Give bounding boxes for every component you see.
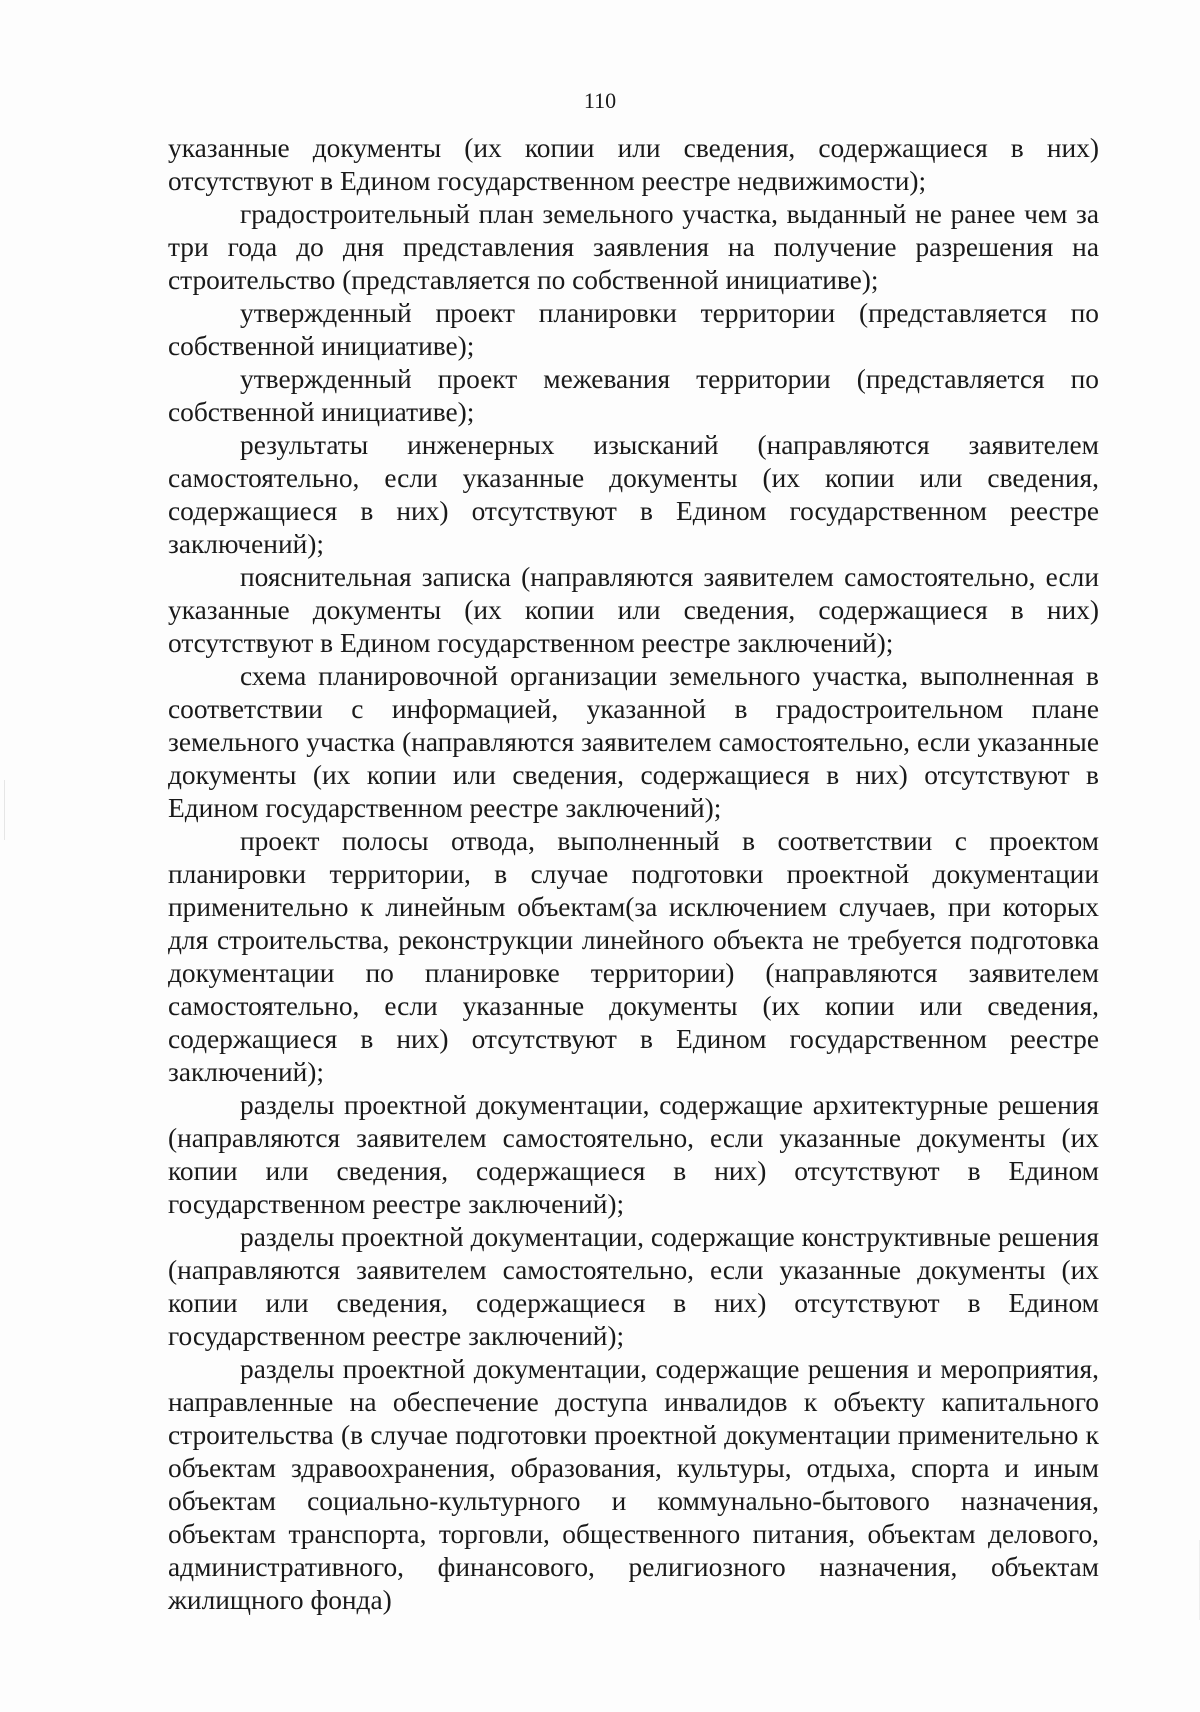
- paragraph-surveying-project: утвержденный проект межевания территории (представляется по собственной инициативе);: [168, 364, 1099, 427]
- paragraph-architectural-solutions: разделы проектной документации, содержащие архитектурные решения (направляются заявителем самостоятельно, если указанные документы (их копии или сведения, содержащиеся в них) отсутствуют в Едином государственном реестре заключений);: [168, 1090, 1099, 1219]
- document-body: [168, 132, 1099, 1617]
- paragraph-urban-plan: градостроительный план земельного участка, выданный не ранее чем за три года до дня представления заявления на получение разрешения на строительство (представляется по собственной инициативе);: [168, 199, 1099, 295]
- page-number: 110: [583, 88, 617, 113]
- paragraph-right-of-way-project: проект полосы отвода, выполненный в соответствии с проектом планировки территории, в случае подготовки проектной документации применительно к линейным объектам(за исключением случаев, при которых для строительства, реконструкции линейного объекта не требуется подготовка документации по планировке территории) (направляются заявителем самостоятельно, если указанные документы (их копии или сведения, содержащиеся в них) отсутствуют в Едином государственном реестре заключений);: [168, 826, 1099, 1087]
- paragraph-site-layout-scheme: схема планировочной организации земельного участка, выполненная в соответствии с информацией, указанной в градостроительном плане земельного участка (направляются заявителем самостоятельно, если указанные документы (их копии или сведения, содержащиеся в них) отсутствуют в Едином государственном реестре заключений);: [168, 661, 1099, 823]
- paragraph-structural-solutions: разделы проектной документации, содержащие конструктивные решения (направляются заявителем самостоятельно, если указанные документы (их копии или сведения, содержащиеся в них) отсутствуют в Едином государственном реестре заключений);: [168, 1222, 1099, 1351]
- scan-artifact-left: [4, 780, 5, 840]
- paragraph-engineering-surveys: результаты инженерных изысканий (направляются заявителем самостоятельно, если указанные документы (их копии или сведения, содержащиеся в них) отсутствуют в Едином государственном реестре заключений);: [168, 430, 1099, 559]
- paragraph-planning-project: утвержденный проект планировки территории (представляется по собственной инициативе);: [168, 298, 1099, 361]
- paragraph-continuation: указанные документы (их копии или сведения, содержащиеся в них) отсутствуют в Едином государственном реестре недвижимости);: [168, 133, 1099, 196]
- paragraph-accessibility-measures: разделы проектной документации, содержащие решения и мероприятия, направленные на обеспечение доступа инвалидов к объекту капитального строительства (в случае подготовки проектной документации применительно к объектам здравоохранения, образования, культуры, отдыха, спорта и иным объектам социально-культурного и коммунально-бытового назначения, объектам транспорта, торговли, общественного питания, объектам делового, административного, финансового, религиозного назначения, объектам жилищного фонда): [168, 1354, 1099, 1615]
- paragraph-explanatory-note: пояснительная записка (направляются заявителем самостоятельно, если указанные документы (их копии или сведения, содержащиеся в них) отсутствуют в Едином государственном реестре заключений);: [168, 562, 1099, 658]
